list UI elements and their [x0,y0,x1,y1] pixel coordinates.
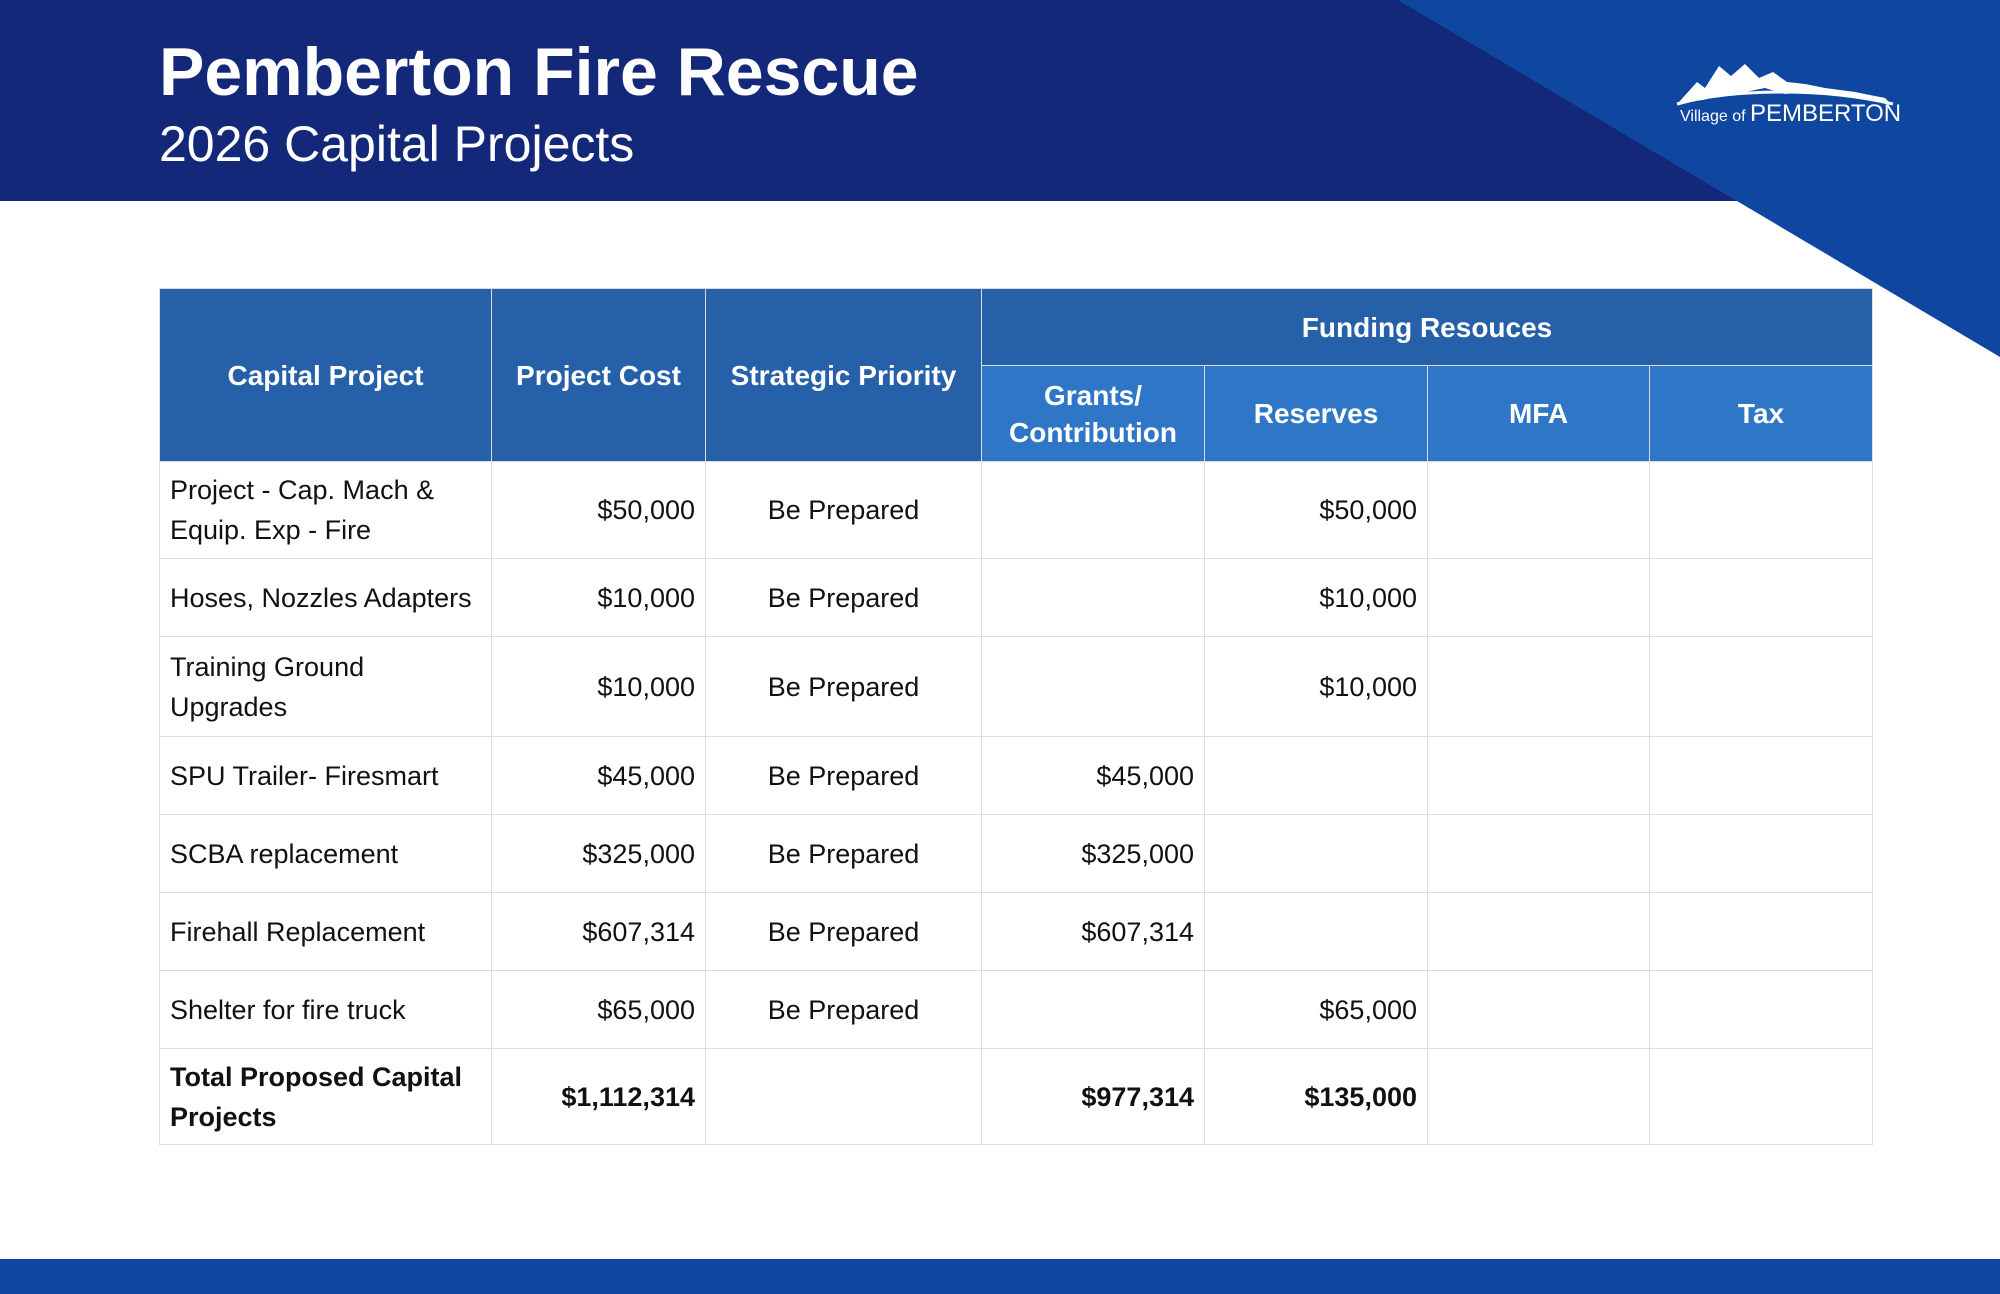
total-cost: $1,112,314 [492,1049,706,1145]
cell-cost: $607,314 [492,893,706,971]
cell-grants [982,462,1205,559]
cell-mfa [1428,971,1650,1049]
cell-priority: Be Prepared [706,462,982,559]
header-reserves: Reserves [1205,366,1428,462]
header-grants-line1: Grants/ [1043,379,1143,411]
cell-reserves: $10,000 [1205,559,1428,637]
table-row [160,637,1873,737]
header-funding-resources: Funding Resouces [982,289,1873,366]
cell-mfa [1428,815,1650,893]
capital-projects-table [159,288,1873,1145]
page-subtitle: 2026 Capital Projects [159,116,635,172]
cell-mfa [1428,737,1650,815]
total-mfa [1428,1049,1650,1145]
header-grants [982,366,1205,462]
cell-tax [1650,737,1873,815]
cell-project: SCBA replacement [160,815,492,893]
table-row [160,893,1873,971]
total-grants: $977,314 [982,1049,1205,1145]
cell-project: Firehall Replacement [160,893,492,971]
cell-tax [1650,559,1873,637]
cell-tax [1650,971,1873,1049]
page-title: Pemberton Fire Rescue [159,34,919,110]
cell-project: SPU Trailer- Firesmart [160,737,492,815]
cell-tax [1650,462,1873,559]
cell-cost: $50,000 [492,462,706,559]
cell-grants: $607,314 [982,893,1205,971]
cell-cost: $45,000 [492,737,706,815]
header-tax: Tax [1650,366,1873,462]
header-project-cost: Project Cost [492,289,706,462]
cell-mfa [1428,462,1650,559]
cell-reserves [1205,815,1428,893]
cell-priority: Be Prepared [706,815,982,893]
cell-project: Hoses, Nozzles Adapters [160,559,492,637]
cell-priority: Be Prepared [706,971,982,1049]
footer-band [0,1259,2000,1294]
cell-cost: $10,000 [492,637,706,737]
table-row [160,559,1873,637]
cell-priority: Be Prepared [706,737,982,815]
cell-priority: Be Prepared [706,637,982,737]
cell-tax [1650,815,1873,893]
cell-reserves [1205,893,1428,971]
cell-cost: $10,000 [492,559,706,637]
cell-cost: $325,000 [492,815,706,893]
cell-project: Training Ground Upgrades [160,637,492,737]
header-grants-line2: Contribution [1009,416,1177,448]
cell-grants [982,637,1205,737]
cell-grants [982,559,1205,637]
cell-priority: Be Prepared [706,893,982,971]
table-total-row [160,1049,1873,1145]
cell-project: Shelter for fire truck [160,971,492,1049]
cell-tax [1650,893,1873,971]
total-priority [706,1049,982,1145]
logo-prefix: Village of [1680,108,1746,125]
total-tax [1650,1049,1873,1145]
cell-reserves: $65,000 [1205,971,1428,1049]
cell-reserves: $10,000 [1205,637,1428,737]
cell-mfa [1428,637,1650,737]
logo-wordmark [1680,100,1901,128]
header-strategic-priority: Strategic Priority [706,289,982,462]
cell-tax [1650,637,1873,737]
cell-grants [982,971,1205,1049]
logo-name: PEMBERTON [1749,100,1902,127]
total-reserves: $135,000 [1205,1049,1428,1145]
cell-project: Project - Cap. Mach & Equip. Exp - Fire [160,462,492,559]
cell-grants: $325,000 [982,815,1205,893]
cell-cost: $65,000 [492,971,706,1049]
table-row [160,971,1873,1049]
header-mfa: MFA [1428,366,1650,462]
table-row [160,737,1873,815]
header-capital-project: Capital Project [160,289,492,462]
cell-grants: $45,000 [982,737,1205,815]
total-label: Total Proposed Capital Projects [160,1049,492,1145]
table-row [160,462,1873,559]
cell-mfa [1428,559,1650,637]
cell-reserves: $50,000 [1205,462,1428,559]
table-row [160,815,1873,893]
cell-mfa [1428,893,1650,971]
cell-priority: Be Prepared [706,559,982,637]
cell-reserves [1205,737,1428,815]
